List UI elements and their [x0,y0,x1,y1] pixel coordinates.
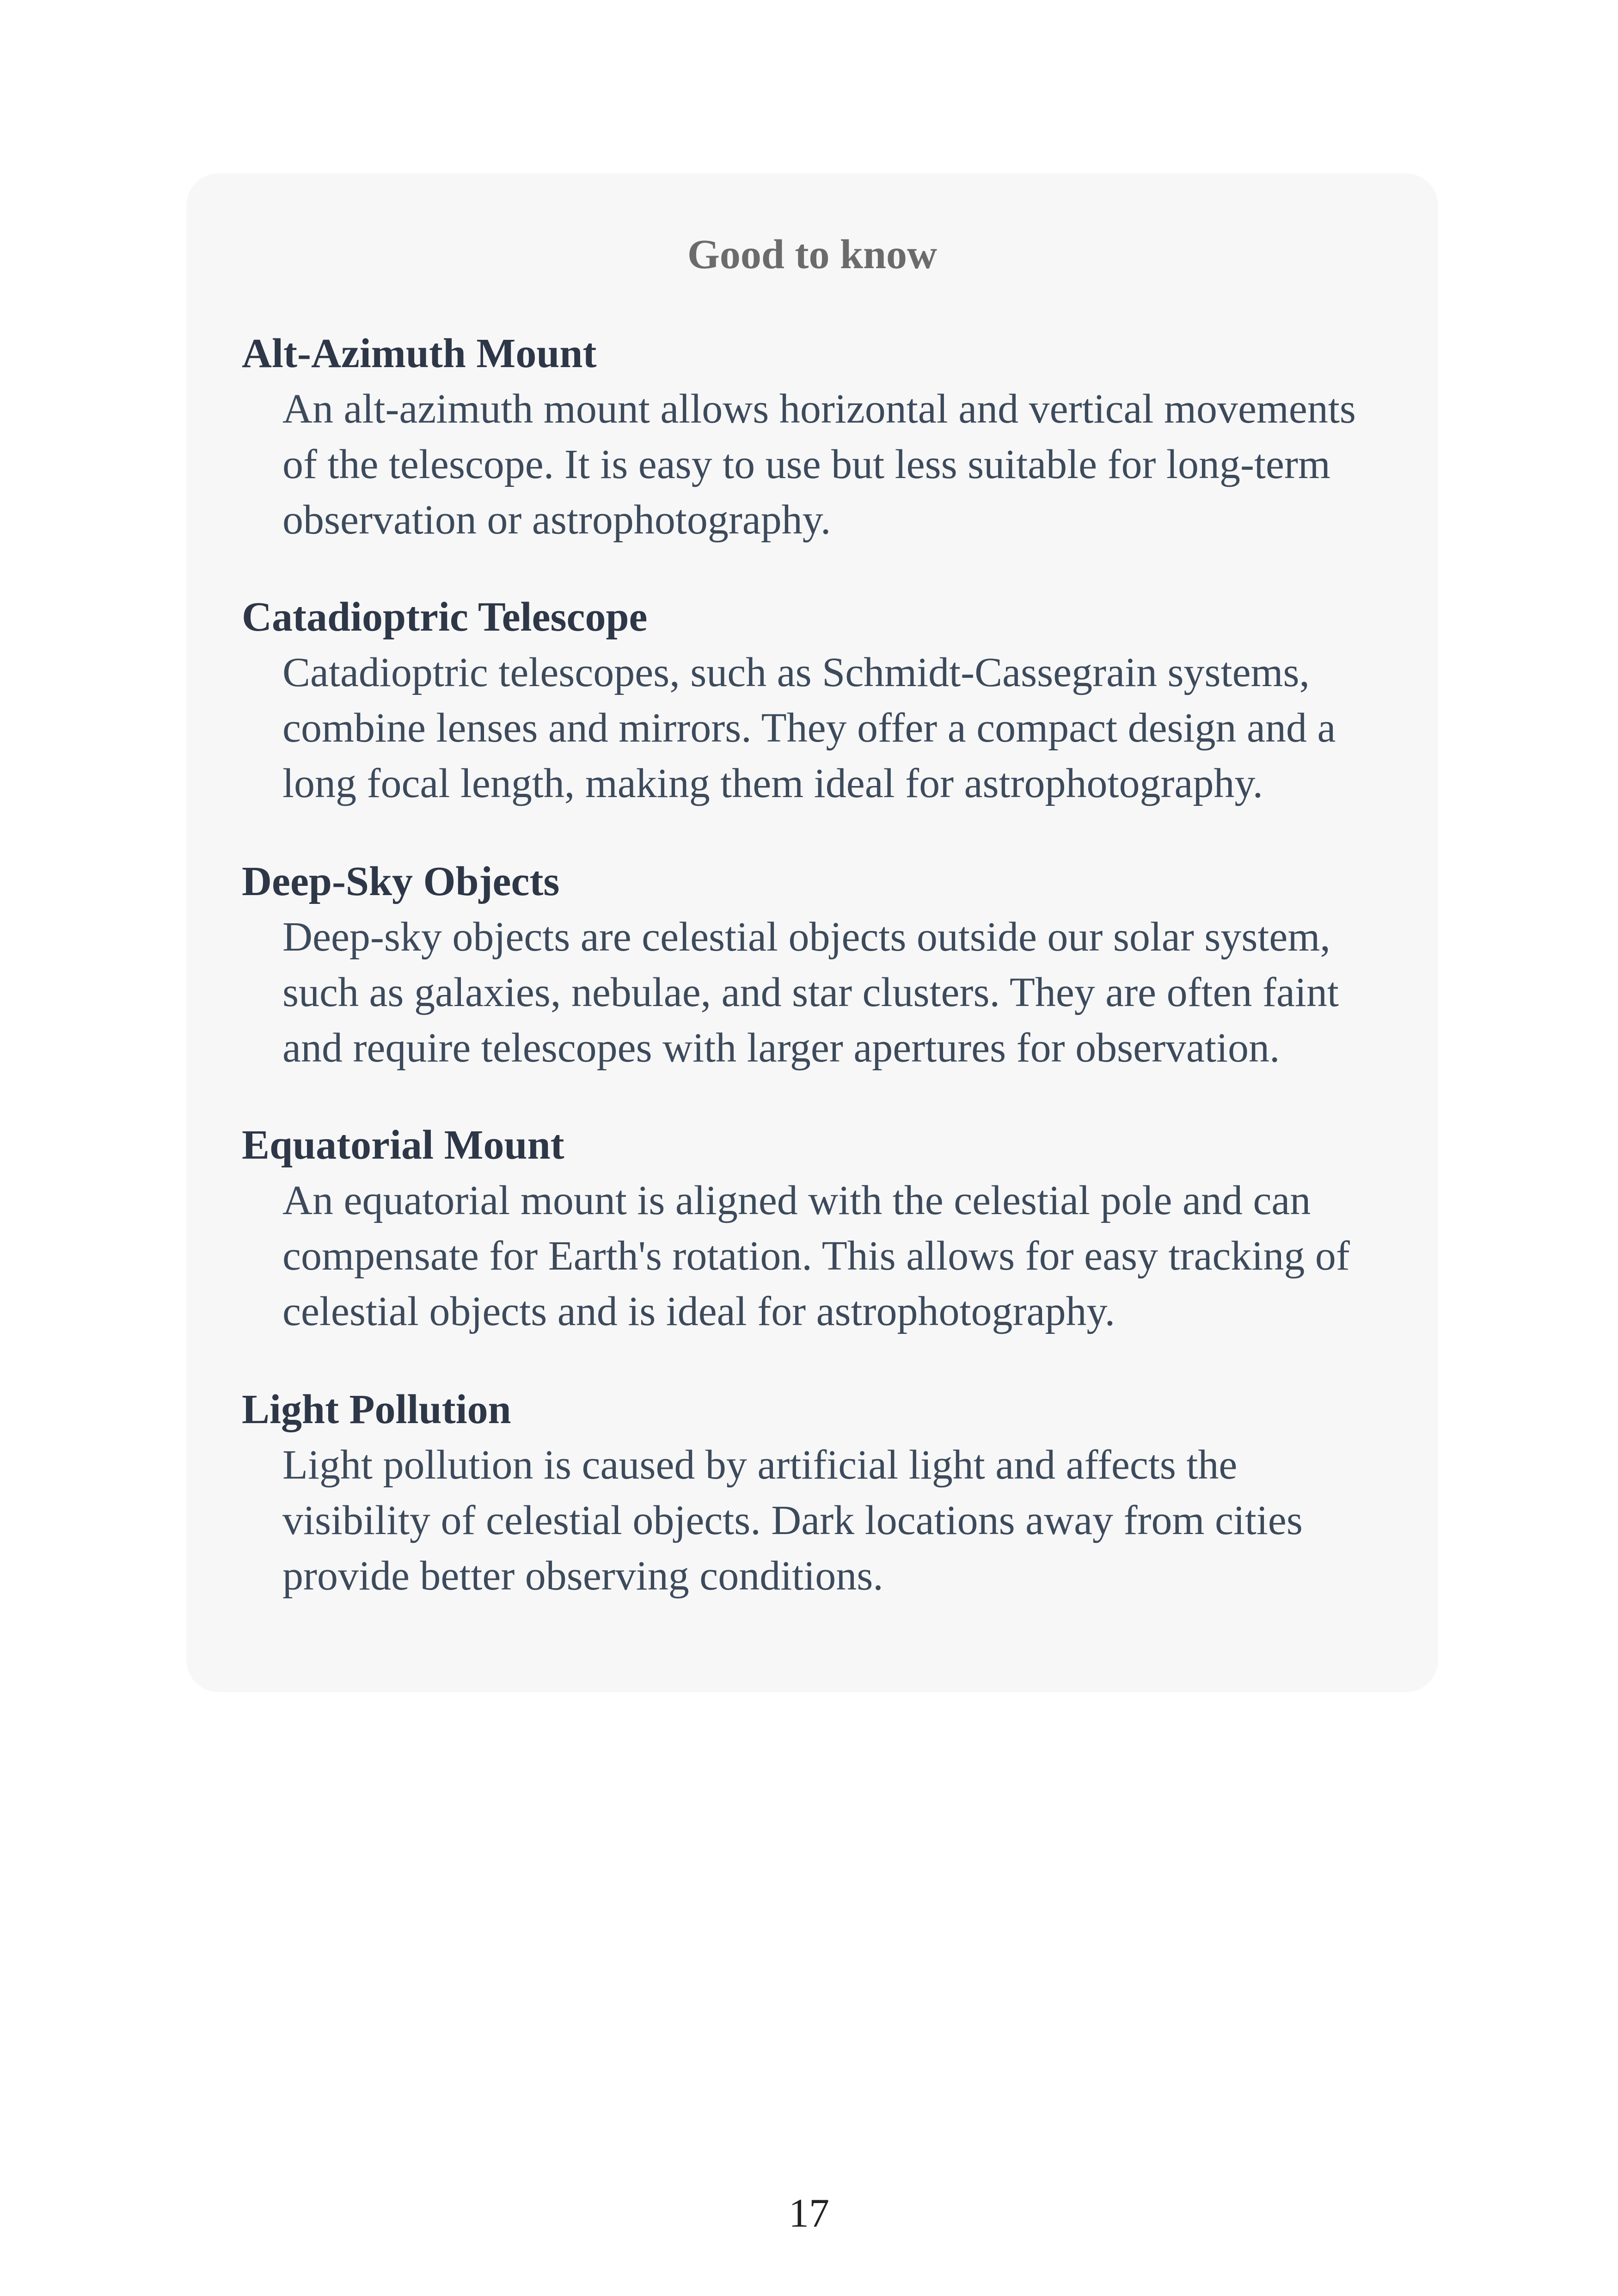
glossary-definition: Catadioptric telescopes, such as Schmidt-Cassegrain systems, combine lenses and mirrors. They offer a compact design and a long focal length, making them ideal for astrophotography. [282,650,1336,806]
glossary-term: Equatorial Mount [242,1122,564,1168]
box-title: Good to know [687,232,938,277]
glossary-term: Light Pollution [242,1387,511,1432]
glossary-entry [242,589,1397,811]
glossary-entry [242,1382,1397,1604]
glossary-definition: An equatorial mount is aligned with the celestial pole and can compensate for Earth's rotation. This allows for easy tracking of celestial objects and is ideal for astrophotography. [282,1178,1350,1334]
glossary-definition: An alt-azimuth mount allows horizontal and vertical movements of the telescope. It is easy to use but less suitable for long-term observation or astrophotography. [282,386,1356,543]
glossary-entry [242,1117,1397,1339]
glossary-term: Catadioptric Telescope [242,594,648,640]
glossary-entry [242,854,1397,1076]
glossary-definition: Light pollution is caused by artificial light and affects the visibility of celestial objects. Dark locations away from cities provide better observing conditions. [282,1442,1303,1599]
glossary-term: Alt-Azimuth Mount [242,331,597,376]
glossary-entry [242,326,1397,548]
glossary-definition: Deep-sky objects are celestial objects outside our solar system, such as galaxies, nebulae, and star clusters. They are often faint and require telescopes with larger apertures for observation. [282,914,1339,1071]
page-number: 17 [789,2191,829,2236]
glossary-term: Deep-Sky Objects [242,859,560,904]
good-to-know-box [186,173,1438,1692]
